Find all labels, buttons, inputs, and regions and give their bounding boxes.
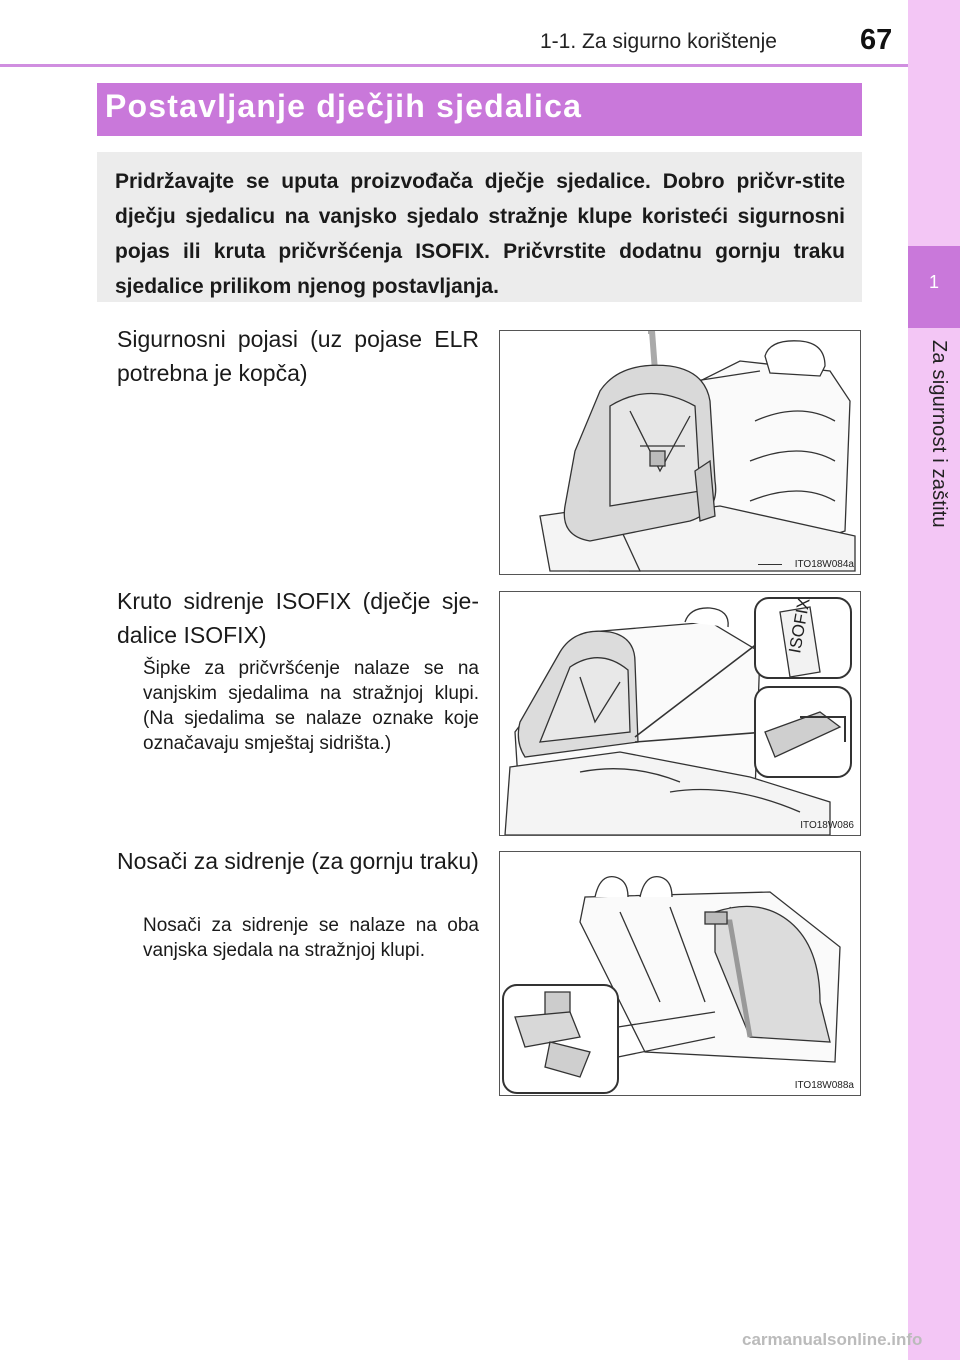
section-title: Postavljanje dječjih sjedalica <box>105 88 583 124</box>
figure-code: ITO18W084a <box>794 559 854 570</box>
item-isofix-title: Kruto sidrenje ISOFIX (dječje sje-dalice ISOFIX) <box>117 588 479 648</box>
child-seat-seatbelt-illustration <box>500 331 860 574</box>
watermark: carmanualsonline.info <box>742 1330 923 1349</box>
chapter-number: 1 <box>928 272 939 292</box>
figure-code: ITO18W086 <box>800 820 854 831</box>
figure-code: ITO18W088a <box>794 1080 854 1091</box>
item-anchor-title: Nosači za sidrenje (za gornju traku) <box>117 848 479 874</box>
item-isofix-description: Šipke za pričvršćenje nalaze se na vanjskim sjedalima na stražnjoj klupi. (Na sjedalima se nalaze oznake koje označavaju smještaj sidrišta.) <box>143 658 479 754</box>
chapter-side-tab <box>908 0 960 1360</box>
chapter-title: Za sigurnost i zaštitu <box>928 340 950 528</box>
intro-text: Pridržavajte se uputa proizvođača dječje sjedalice. Dobro pričvr-stite dječju sjedalicu na vanjsko sjedalo stražnje klupe koristeći sigurnosni pojas ili kruta pričvršćenja ISOFIX. Pričvrstite dodatnu gornju traku sjedalice prilikom njenog postavljanja. <box>115 170 845 298</box>
isofix-label: ISOFIX <box>785 596 814 655</box>
item-seatbelt-title: Sigurnosni pojasi (uz pojase ELR potrebna je kopča) <box>117 326 479 386</box>
item-anchor-description: Nosači za sidrenje se nalaze na oba vanjska sjedala na stražnjoj klupi. <box>143 915 479 961</box>
figure-anchor <box>499 851 861 1096</box>
running-header: 1-1. Za sigurno korištenje <box>540 30 777 53</box>
isofix-illustration <box>500 592 860 835</box>
top-tether-illustration <box>500 852 860 1095</box>
header-rule <box>0 64 908 67</box>
figure-seatbelt <box>499 330 861 575</box>
figure-isofix <box>499 591 861 836</box>
figure-code-leader <box>758 564 782 565</box>
page-number: 67 <box>860 24 893 56</box>
